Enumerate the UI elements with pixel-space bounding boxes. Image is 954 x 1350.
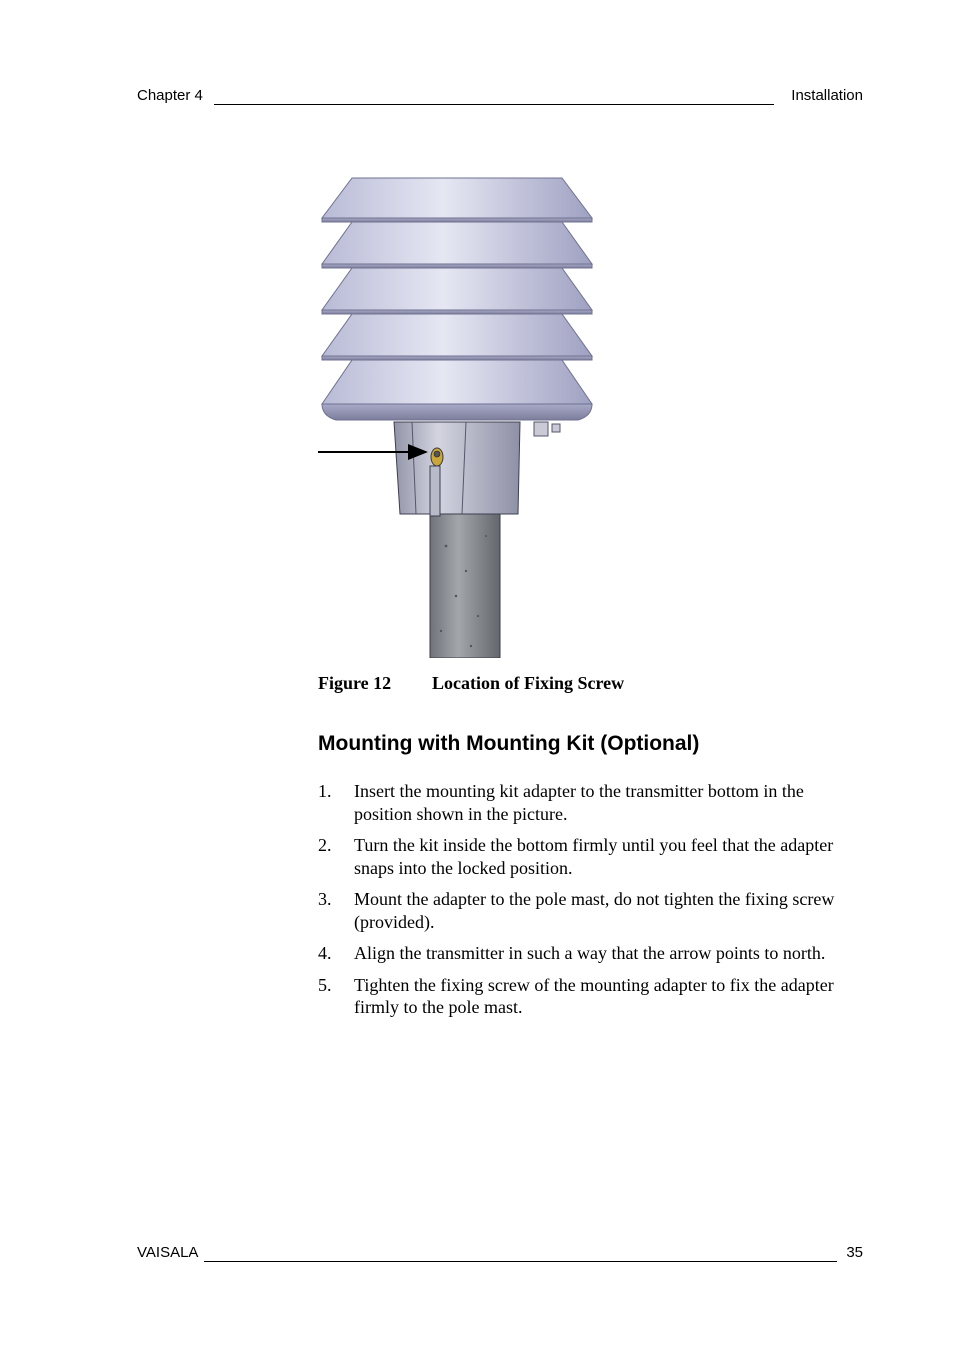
step-text: Align the transmitter in such a way that the arrow points to north.: [354, 943, 826, 963]
step-number: 3.: [318, 889, 332, 909]
header-chapter: Chapter 4: [137, 87, 203, 104]
pole-mast: [430, 508, 500, 658]
step-text: Tighten the fixing screw of the mounting adapter to fix the adapter firmly to the pole mast.: [354, 974, 834, 1017]
step-number: 2.: [318, 835, 332, 855]
connector: [534, 422, 560, 436]
footer-rule: [204, 1261, 837, 1262]
step-item: [318, 974, 863, 1019]
header-section: Installation: [791, 87, 863, 104]
header-rule: [214, 104, 774, 105]
step-item: [318, 942, 863, 965]
step-text: Mount the adapter to the pole mast, do not tighten the fixing screw (provided).: [354, 889, 835, 932]
figure-number: Figure 12: [318, 673, 392, 693]
radiation-shield: [322, 178, 592, 420]
figure-title: Location of Fixing Screw: [432, 673, 625, 693]
section-heading: Mounting with Mounting Kit (Optional): [318, 732, 700, 755]
footer-company: VAISALA: [137, 1244, 199, 1261]
step-number: 1.: [318, 781, 332, 801]
step-text: Insert the mounting kit adapter to the transmitter bottom in the position shown in the picture.: [354, 781, 804, 824]
step-item: [318, 834, 863, 879]
fixing-screw: [431, 448, 443, 466]
step-text: Turn the kit inside the bottom firmly until you feel that the adapter snaps into the locked position.: [354, 835, 834, 878]
step-item: [318, 780, 863, 825]
step-item: [318, 888, 863, 933]
mounting-adapter: [394, 422, 520, 516]
step-number: 4.: [318, 943, 332, 963]
figure-caption: [318, 673, 624, 694]
step-number: 5.: [318, 974, 332, 995]
transmitter-illustration: [316, 176, 596, 658]
page-number: 35: [846, 1244, 863, 1261]
procedure-steps: [318, 780, 863, 1028]
